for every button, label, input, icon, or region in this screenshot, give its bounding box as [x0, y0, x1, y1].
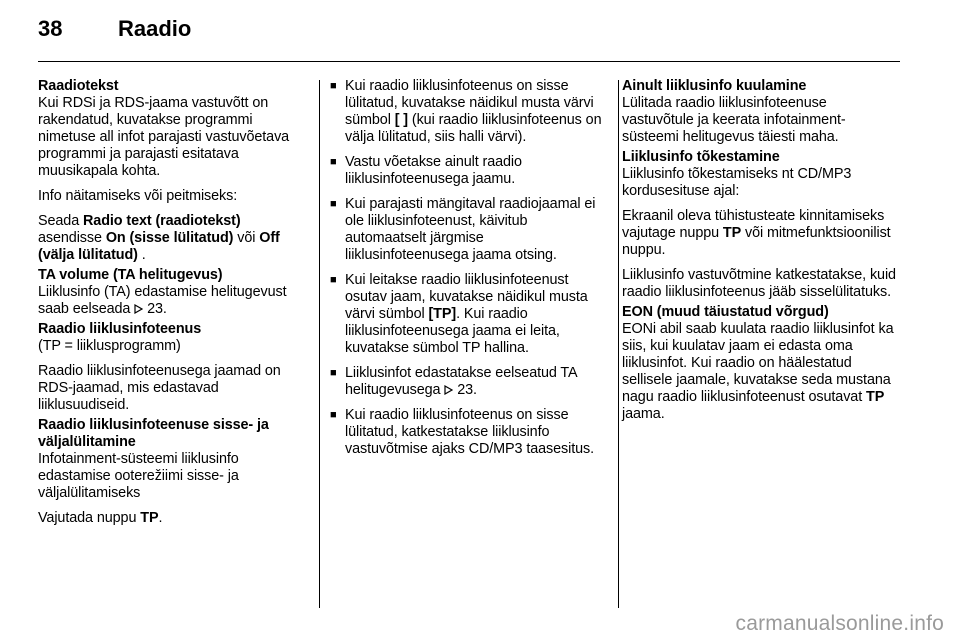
text: . Kui raadio liiklusinfoteenusega jaama ei leita, kuvatakse sümbol TP hallina.: [345, 306, 560, 356]
text: Liiklusinfo (TA) edastamise helitugevust saab eelseada: [38, 284, 287, 317]
text: 23.: [453, 382, 477, 398]
paragraph: [38, 284, 306, 318]
page-number: 38: [38, 16, 63, 41]
list-item: [330, 196, 605, 264]
paragraph: Info näitamiseks või peitmiseks:: [38, 188, 238, 204]
list-item: [330, 154, 605, 188]
text: .: [158, 510, 163, 526]
bullet-icon: ■: [330, 156, 337, 168]
list-item: [330, 272, 605, 357]
list-item: [330, 407, 605, 458]
bold-term: Radio text (raadiotekst): [83, 213, 241, 229]
section-eon: [622, 304, 902, 423]
section-traffic-only: [622, 78, 902, 146]
text: Liiklusinfot edastatakse eelseatud TA helitugevusega: [345, 365, 577, 398]
bullet-icon: ■: [330, 198, 337, 210]
paragraph: [38, 510, 306, 527]
list-item-text: [345, 272, 605, 357]
bullet-icon: ■: [330, 80, 337, 92]
list-item-text: Vastu võetakse ainult raadio liiklusinfoteenusega jaamu.: [345, 154, 522, 187]
text: Kui raadio liiklusinfoteenus on sisse lülitatud, kuvatakse näidikul musta värvi sümbol: [345, 78, 594, 128]
column-left: [38, 78, 306, 530]
paragraph: Liiklusinfo tõkestamiseks nt CD/MP3 kordusesituse ajal:: [622, 166, 852, 199]
bullet-icon: ■: [330, 274, 337, 286]
text: Vajutada nuppu: [38, 510, 141, 526]
bold-term: TP: [722, 225, 742, 241]
list-item-text: [345, 78, 605, 146]
text: jaama.: [622, 406, 665, 422]
column-divider-right: [618, 80, 619, 608]
paragraph: Lülitada raadio liiklusinfoteenuse vastuvõtule ja keerata infotainment-süsteemi helitugevus täiesti maha.: [622, 95, 846, 145]
section-heading: Raadiotekst: [38, 78, 119, 94]
column-middle: [330, 78, 605, 466]
section-ta-volume: [38, 267, 306, 318]
bullet-icon: ■: [330, 409, 337, 421]
page-title: Raadio: [118, 16, 192, 41]
paragraph: Kui RDSi ja RDS-jaama vastuvõtt on rakendatud, kuvatakse programmi nimetuse all infot parajasti vastuvõetava programmi ja parajasti esitatava muusikapala kohta.: [38, 95, 290, 179]
bold-term: [TP]: [428, 306, 457, 322]
watermark: carmanualsonline.info: [735, 612, 944, 635]
bold-term: TP: [140, 510, 159, 526]
paragraph: [622, 208, 902, 259]
column-right: [622, 78, 902, 426]
paragraph: Infotainment-süsteemi liiklusinfo edastamise ooterežiimi sisse- ja väljalülitamiseks: [38, 451, 239, 501]
bold-term: TP: [866, 389, 885, 405]
text: Seada: [38, 213, 84, 229]
bold-term: Off (välja lülitatud): [38, 230, 280, 263]
list-item: [330, 78, 605, 146]
paragraph: (TP = liiklusprogramm): [38, 338, 181, 354]
section-traffic-service: [38, 321, 306, 414]
text: või: [233, 230, 260, 246]
text: 23.: [143, 301, 167, 317]
section-heading: Raadio liiklusinfoteenus: [38, 321, 202, 337]
text: asendisse: [38, 230, 106, 246]
list-item-text: Kui parajasti mängitaval raadiojaamal ei ole liiklusinfoteenust, käivitub automaatselt järgmise liiklusinfoteenusega jaama otsing.: [345, 196, 596, 263]
text: või mitmefunktsioonilist nuppu.: [622, 225, 891, 258]
column-divider-left: [319, 80, 320, 608]
section-heading: TA volume (TA helitugevus): [38, 267, 223, 283]
section-radiotext: [38, 78, 306, 264]
text: Kui leitakse raadio liiklusinfoteenust osutav jaam, kuvatakse näidikul musta värvi sümbol: [345, 272, 588, 322]
text: (kui raadio liiklusinfoteenus on välja lülitatud, siis halli värvi).: [345, 112, 602, 145]
text: .: [137, 247, 146, 263]
section-heading: Raadio liiklusinfoteenuse sisse- ja väljalülitamine: [38, 417, 269, 450]
text: Ekraanil oleva tühistusteate kinnitamiseks vajutage nuppu: [622, 208, 885, 241]
triangle-ref-icon: [444, 385, 453, 395]
paragraph: Liiklusinfo vastuvõtmine katkestatakse, kuid raadio liiklusinfoteenus jääb sisselülitatuks.: [622, 267, 896, 300]
list-item-text: [345, 365, 605, 399]
header-divider: [38, 61, 900, 62]
section-heading: EON (muud täiustatud võrgud): [622, 304, 829, 320]
text: EONi abil saab kuulata raadio liiklusinfot ka siis, kui kuulatav jaam ei edasta oma liiklusinfot. Kui raadio on häälestatud sellisele jaamale, kuvatakse seda mustana nagu raadio liiklusinfoteenust osutavat: [622, 321, 894, 405]
bold-term: [ ]: [394, 112, 408, 128]
bold-term: On (sisse lülitatud): [105, 230, 234, 246]
list-item-text: Kui raadio liiklusinfoteenus on sisse lülitatud, katkestatakse liiklusinfo vastuvõtmise ajaks CD/MP3 taasesitus.: [345, 407, 595, 457]
bullet-icon: ■: [330, 367, 337, 379]
section-heading: Ainult liiklusinfo kuulamine: [622, 78, 807, 94]
section-traffic-block: [622, 149, 902, 301]
section-heading: Liiklusinfo tõkestamine: [622, 149, 780, 165]
section-traffic-toggle: [38, 417, 306, 527]
paragraph: [38, 213, 306, 264]
list-item: [330, 365, 605, 399]
paragraph: [622, 321, 902, 423]
paragraph: Raadio liiklusinfoteenusega jaamad on RDS-jaamad, mis edastavad liiklusuudiseid.: [38, 363, 281, 413]
triangle-ref-icon: [134, 304, 143, 314]
